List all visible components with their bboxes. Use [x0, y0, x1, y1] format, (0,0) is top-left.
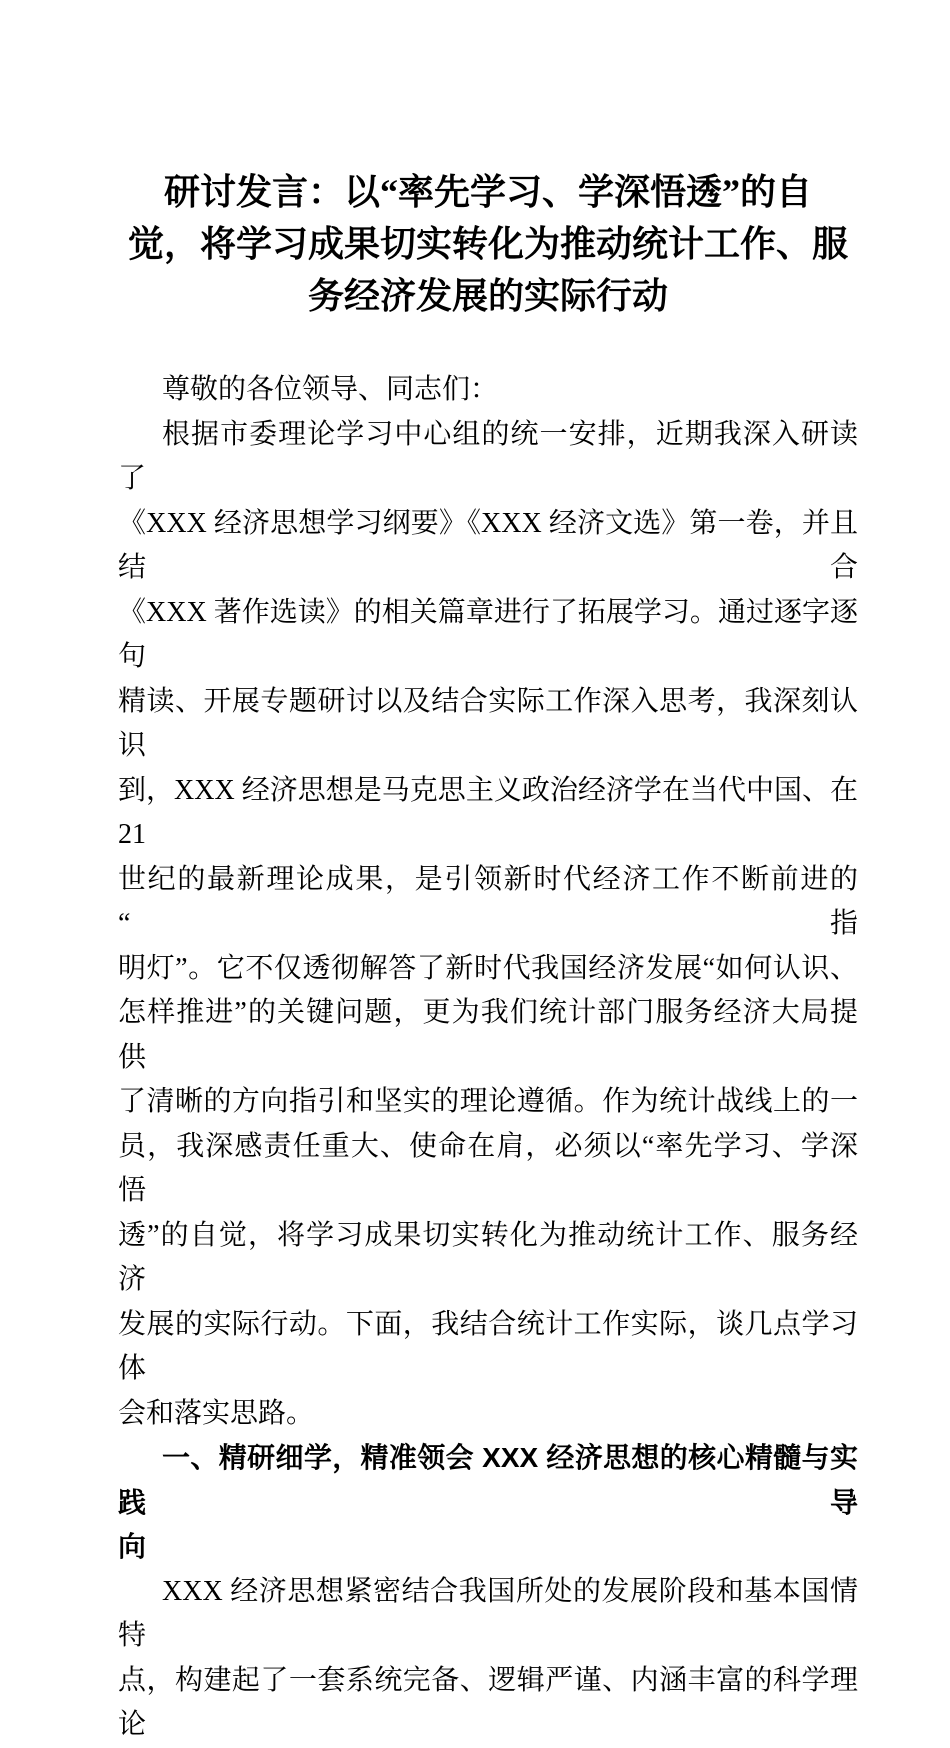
paragraph-line: 精读、开展专题研讨以及结合实际工作深入思考，我深刻认识: [118, 685, 858, 761]
paragraph-line: 世纪的最新理论成果，是引领新时代经济工作不断前进的“指: [118, 863, 858, 939]
paragraph-line: 到，XXX 经济思想是马克思主义政治经济学在当代中国、在 21: [118, 774, 858, 850]
document-content: [118, 166, 858, 1748]
paragraph: [118, 413, 858, 1437]
title-line: 务经济发展的实际行动: [307, 276, 668, 316]
paragraph-line: 怎样推进”的关键问题，更为我们统计部门服务经济大局提供: [118, 997, 858, 1073]
title-line: 觉，将学习成果切实转化为推动统计工作、服: [127, 224, 848, 264]
heading-line: 一、精研细学，精准领会 XXX 经济思想的核心精髓与实践导: [118, 1442, 858, 1518]
paragraph-line: 了清晰的方向指引和坚实的理论遵循。作为统计战线上的一: [118, 1086, 858, 1117]
paragraph-line: 会和落实思路。: [118, 1397, 315, 1429]
paragraph-line: 员，我深感责任重大、使命在肩，必须以“率先学习、学深悟: [118, 1130, 858, 1206]
document-body: [118, 368, 858, 1748]
paragraph-line: 《XXX 著作选读》的相关篇章进行了拓展学习。通过逐字逐句: [118, 596, 858, 672]
paragraph-line: 发展的实际行动。下面，我结合统计工作实际，谈几点学习体: [118, 1308, 858, 1384]
section-heading: [118, 1436, 858, 1570]
paragraph-line: 《XXX 经济思想学习纲要》《XXX 经济文选》第一卷，并且结合: [118, 507, 858, 583]
heading-line: 向: [118, 1531, 147, 1562]
paragraph: [118, 1570, 858, 1748]
paragraph: [118, 368, 858, 413]
document-title: [118, 166, 858, 322]
paragraph-line: 根据市委理论学习中心组的统一安排，近期我深入研读了: [118, 418, 858, 494]
paragraph-line: 尊敬的各位领导、同志们：: [162, 374, 499, 405]
paragraph-line: 点，构建起了一套系统完备、逻辑严谨、内涵丰富的科学理论: [118, 1664, 858, 1740]
title-line: 研讨发言：以“率先学习、学深悟透”的自: [163, 172, 812, 212]
paragraph-line: XXX 经济思想紧密结合我国所处的发展阶段和基本国情特: [118, 1575, 858, 1651]
paragraph-line: 明灯”。它不仅透彻解答了新时代我国经济发展“如何认识、: [118, 952, 858, 984]
paragraph-line: 透”的自觉，将学习成果切实转化为推动统计工作、服务经济: [118, 1219, 858, 1295]
